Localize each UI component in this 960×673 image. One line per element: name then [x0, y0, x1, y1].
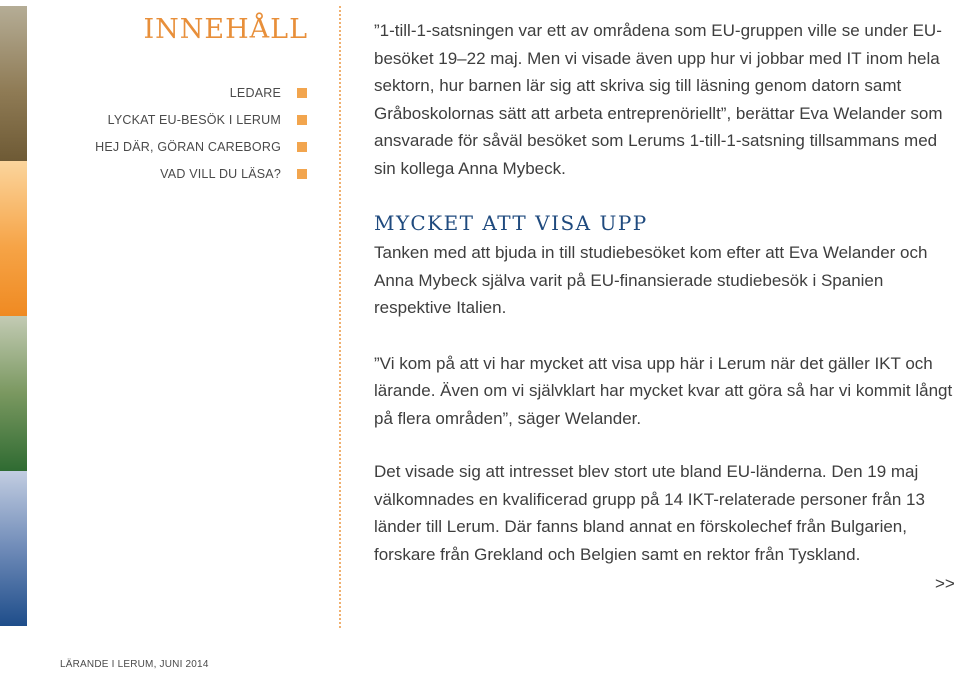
color-strip-brown — [0, 6, 27, 161]
toc-title: INNEHÅLL — [143, 14, 308, 45]
article-quote: ”Vi kom på att vi har mycket att visa upp här i Lerum när det gäller IKT och lärande. Även om vi självklart har mycket kvar att göra så har vi kommit långt på flera områden”, säger Welander. — [374, 353, 953, 428]
toc-item-label[interactable]: LYCKAT EU-BESÖK I LERUM — [107, 112, 281, 127]
article-paragraph: ”1-till-1-satsningen var ett av områdena som EU-gruppen ville se under EU-besöket 19–22 maj. Men vi visade även upp hur vi jobbar med IT inom hela sektorn, hur barnen lär sig att skriva sig till läsning genom datorn samt Gråboskolornas sätt att arbeta entreprenöriellt”, berättar Eva Welander som ansvarade för såväl besöket som Lerums 1-till-1-satsning tillsammans med sin kollega Anna Mybeck. — [374, 21, 943, 178]
square-bullet-icon — [297, 88, 307, 98]
color-strip-orange — [0, 161, 27, 316]
toc-item-eu-besok[interactable] — [60, 106, 308, 133]
toc-item-label[interactable]: LEDARE — [229, 85, 281, 100]
toc-item-label[interactable]: HEJ DÄR, GÖRAN CAREBORG — [95, 139, 281, 154]
article-paragraph: Det visade sig att intresset blev stort ute bland EU-länderna. Den 19 maj välkomnades en kvalificerad grupp på 14 IKT-relaterade personer från 13 länder till Lerum. Där fanns bland annat en förskolechef från Bulgarien, forskare från Grekland och Belgien samt en rektor från Tyskland. — [374, 462, 925, 564]
color-strip-green — [0, 316, 27, 471]
next-page-link[interactable]: >> — [935, 574, 955, 593]
dotted-divider — [339, 6, 341, 628]
toc-item-label[interactable]: VAD VILL DU LÄSA? — [160, 166, 281, 181]
color-strip-blue — [0, 471, 27, 626]
table-of-contents — [60, 79, 308, 187]
square-bullet-icon — [297, 169, 307, 179]
section-heading: MYCKET ATT VISA UPP — [374, 211, 648, 235]
page-footer: LÄRANDE I LERUM, JUNI 2014 — [60, 659, 209, 670]
square-bullet-icon — [297, 115, 307, 125]
toc-item-careborg[interactable] — [60, 133, 308, 160]
article-body — [374, 17, 954, 568]
toc-item-ledare[interactable] — [60, 79, 308, 106]
square-bullet-icon — [297, 142, 307, 152]
toc-item-vad-vill-du-lasa[interactable] — [60, 160, 308, 187]
article-paragraph: Tanken med att bjuda in till studiebesöket kom efter att Eva Welander och Anna Mybeck själva varit på EU-finansierade studiebesök i Spanien respektive Italien. — [374, 243, 928, 317]
color-strip — [0, 6, 27, 626]
